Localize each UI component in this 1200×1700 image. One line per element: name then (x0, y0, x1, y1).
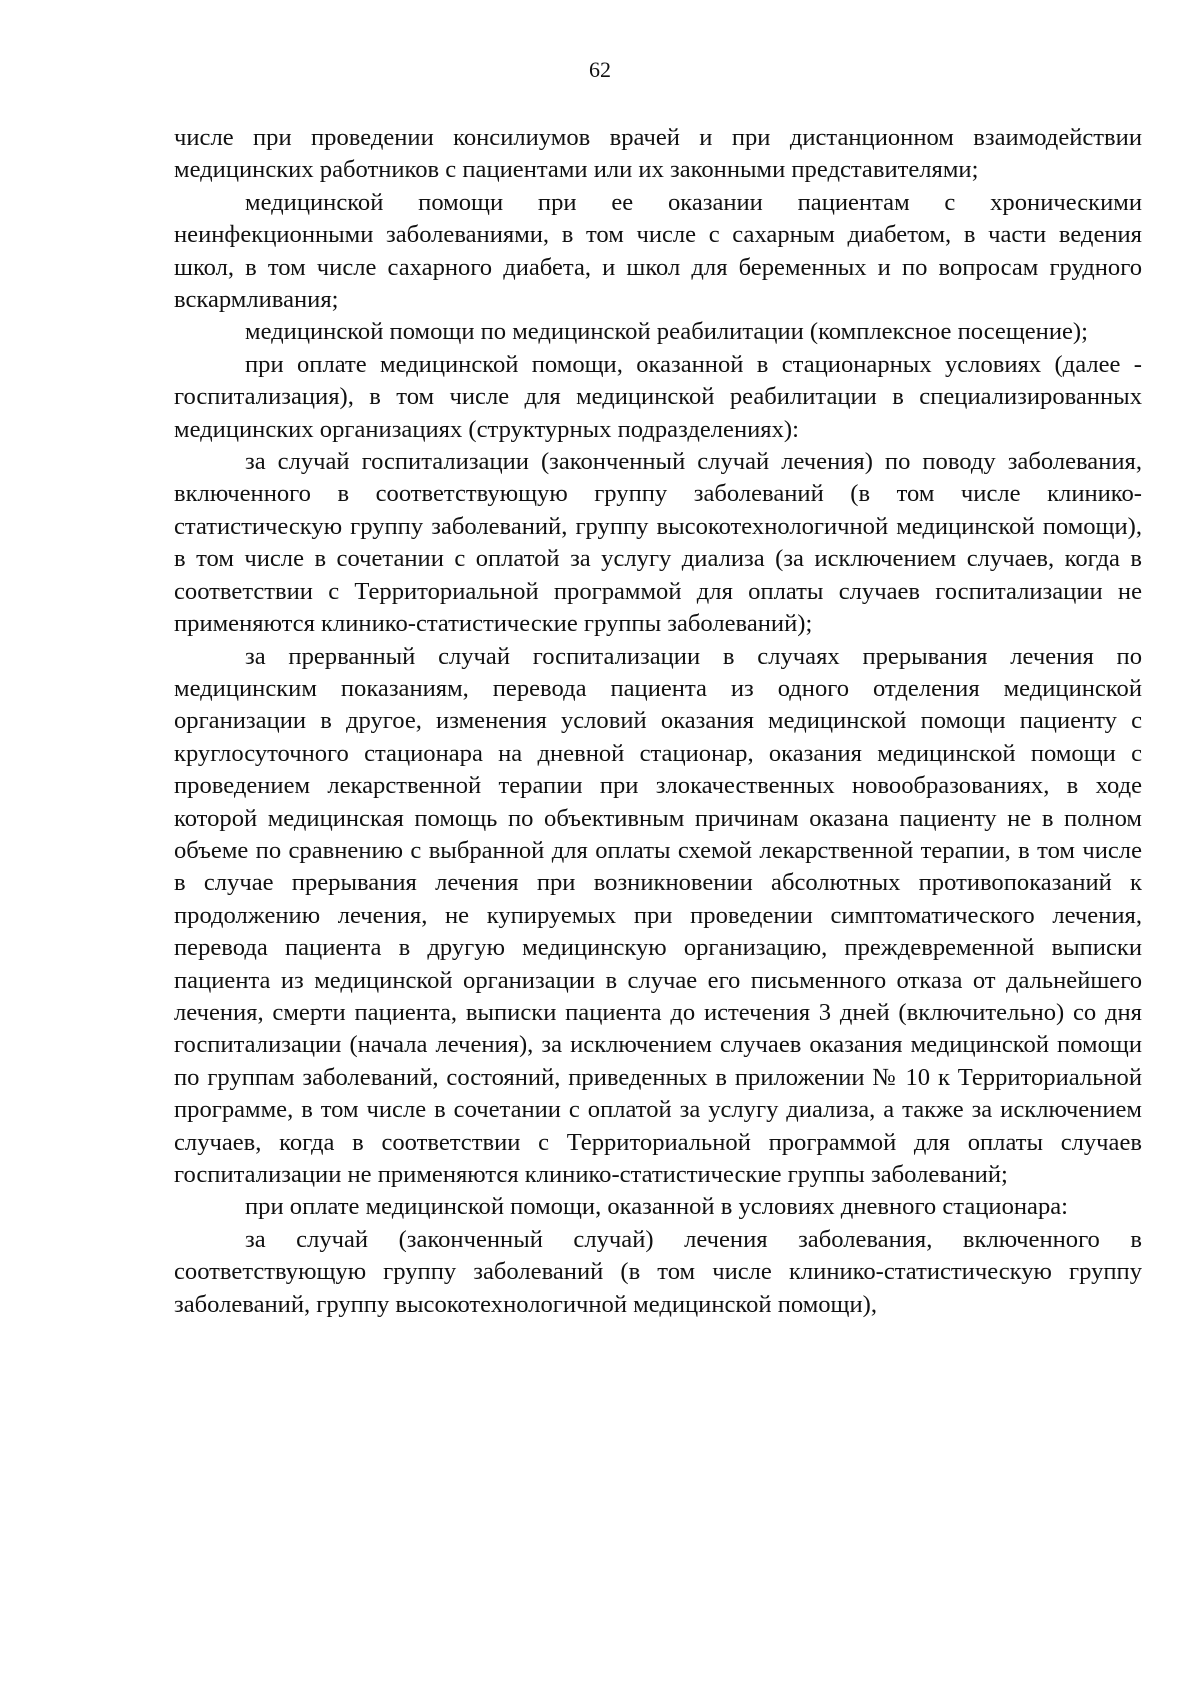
page-number: 62 (589, 57, 611, 82)
paragraph: за прерванный случай госпитализации в случаях прерывания лечения по медицинским показаниям, перевода пациента из одного отделения медицинской организации в другое, изменения условий оказания медицинской помощи пациенту с круглосуточного стационара на дневной стационар, оказания медицинской помощи с проведением лекарственной терапии при злокачественных новообразованиях, в ходе которой медицинская помощь по объективным причинам оказана пациенту не в полном объеме по сравнению с выбранной для оплаты схемой лекарственной терапии, в том числе в случае прерывания лечения при возникновении абсолютных противопоказаний к продолжению лечения, не купируемых при проведении симптоматического лечения, перевода пациента в другую медицинскую организацию, преждевременной выписки пациента из медицинской организации в случае его письменного отказа от дальнейшего лечения, смерти пациента, выписки пациента до истечения 3 дней (включительно) со дня госпитализации (начала лечения), за исключением случаев оказания медицинской помощи по группам заболеваний, состояний, приведенных в приложении № 10 к Территориальной программе, в том числе в сочетании с оплатой за услугу диализа, а также за исключением случаев, когда в соответствии с Территориальной программой для оплаты случаев госпитализации не применяются клинико-статистические группы заболеваний; (174, 642, 1142, 1188)
paragraph: медицинской помощи при ее оказании пациентам с хроническими неинфекционными заболеваниями, в том числе с сахарным диабетом, в части ведения школ, в том числе сахарного диабета, и школ для беременных и по вопросам грудного вскармливания; (174, 188, 1142, 314)
paragraph: за случай (законченный случай) лечения заболевания, включенного в соответствующую группу заболеваний (в том числе клинико-статистическую группу заболеваний, группу высокотехнологичной медицинской помощи), (174, 1225, 1142, 1318)
paragraph: за случай госпитализации (законченный случай лечения) по поводу заболевания, включенного в соответствующую группу заболеваний (в том числе клинико-статистическую группу заболеваний, группу высокотехнологичной медицинской помощи), в том числе в сочетании с оплатой за услугу диализа (за исключением случаев, когда в соответствии с Территориальной программой для оплаты случаев госпитализации не применяются клинико-статистические группы заболеваний); (174, 448, 1142, 638)
paragraph: при оплате медицинской помощи, оказанной в условиях дневного стационара: (245, 1193, 1069, 1221)
paragraph-continuation: числе при проведении консилиумов врачей и при дистанционном взаимодействии медицинских работников с пациентами или их законными представителями; (174, 124, 1142, 184)
paragraph: медицинской помощи по медицинской реабилитации (комплексное посещение); (245, 318, 1088, 346)
body-text (174, 122, 1142, 1321)
paragraph: при оплате медицинской помощи, оказанной в стационарных условиях (далее - госпитализация), в том числе для медицинской реабилитации в специализированных медицинских организациях (структурных подразделениях): (174, 350, 1142, 443)
